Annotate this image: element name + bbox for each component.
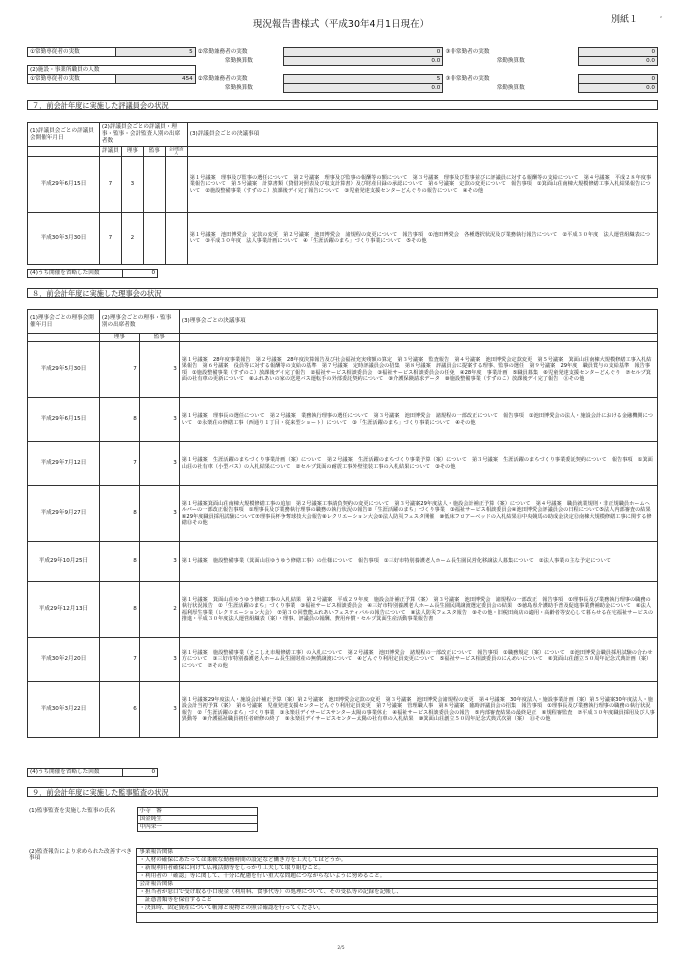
sec8-row-a: 8 <box>99 486 139 542</box>
sec8-row-date: 平成30年3月22日 <box>28 682 100 738</box>
sec9-improve <box>27 848 658 923</box>
sec8-row-a: 6 <box>99 682 139 738</box>
improve-item: 証憑書類等を保管すること <box>137 897 658 905</box>
table-row <box>28 398 658 442</box>
sec8-row-text: 第１号議案 施設整備事業（箕面山荘ゆうゆう修繕工事）の仕様について 報告事項 ①三好市特別養護老人ホーム長生園民営化移譲法人募集について ②法人事業の主な予定について <box>179 542 657 582</box>
sec7-row-a: 7 <box>99 156 121 212</box>
sec8-row-date: 平成29年10月25日 <box>28 542 100 582</box>
sec8-omit-value: 0 <box>123 769 158 777</box>
sec7-omit-label: (4)うち開催を省略した回数 <box>28 270 123 278</box>
staff1-label: ①常勤専従者の実数 <box>28 48 116 57</box>
sec9-heading: ９．前会計年度に実施した監事監査の状況 <box>27 787 658 797</box>
sec7-row-a: 7 <box>99 212 121 264</box>
sec8-row-a: 7 <box>99 638 139 682</box>
improve-item: ・担当者が窓口で受け取る小口現金（利用料、食事代等）の処理について、その受払等の記録を記帳し、 <box>137 889 658 897</box>
sec7-row-b: 3 <box>121 156 143 212</box>
sec8-row-text: 第１号議案 理事長の選任について 第２号議案 業務執行理事の選任について 第３号議案 池田博愛会 諸規程の一部改正について 報告事項 ①池田博愛会の法人・施設会計における金融機関について ②永楽荘の修繕工事（西通り１丁目・従来型ショート）について ③「生涯活躍のまち」づくり事業について ④その他 <box>179 398 657 442</box>
improve-item: 事業報告関係 <box>137 849 658 857</box>
auditor-name: 国金純生 <box>137 816 257 824</box>
sec8-row-text: 第１号議案 箕面山荘ゆうゆう修繕工事の入札結果 第２号議案 平成２９年度 施設会計補正予算（案） 第３号議案 池田博愛会 諸規程の一部改正 報告事項 ①理事長及び業務執行理事の職務の執行状況報告 ②「生涯活躍のまち」づくり事業 ③福祉サービス相談委員会 ④三好市特別養護老人ホーム長生園民間譲渡選定委員会の結果 ⑤徳島県介護助手普及促進事業費補助金について ⑥法人福利厚生事業（レクリエーション大会） ⑦第３０回豊能ふれあいフェスティバルの報告について ⑧法人防災フェスタ報告 ⑨その他・旧税田商店の適用・高齢者等安心して暮らせる在宅福祉サービスの推進・平成３０年度法人運営組織表（案）・理事、評議員の報酬、費用弁償・セルプ箕面生産活動事業報告書 <box>179 582 657 638</box>
staff2-conv3-value: 0.0 <box>579 84 658 93</box>
sec8-row-b: 3 <box>139 486 179 542</box>
sec8-row-a: 7 <box>99 442 139 486</box>
sec8-row-date: 平成29年5月30日 <box>28 342 100 398</box>
sec7-row-text: 第１号議案 池田博愛会 定款の変更 第２号議案 池田博愛会 諸規程の変更について 報告事項 ①池田博愛会 各種選択状況及び業務執行報告について ②平成３０年度 法人運営組織表について ③平成３０年度 法人事業計画について ④「生涯活躍のまち」づくり事業について ⑤その他 <box>187 212 657 264</box>
table-row <box>28 638 658 682</box>
sec8-row-text: 第１号議案箕面山荘南棟大規模修繕工事の追加 第２号議案工事請負契約の変更について 第３号議案29年度法人・施設会計補正予算（案）について 第４号議案 職員就業規則・非正規職員ホームヘルパーの一部改正報告事項 ①理事長及び業務執行理事の職務の執行状況の報告②「生涯活躍のまち」づくり事業 ③福祉サービス相談委員会④池田博愛会評議員会の日程について⑤法人内部審査の結果⑥29年度職員採用試験について⑦理事長杯争奪球技大会報告⑧レクリエーション大会⑨法人防災フェスタ開催 ⑩低床フロアーベッドの入札結果⑪中央競馬の助成金決定⑫南棟大規模修繕工事に関する修繕⑬その他 <box>179 486 657 542</box>
staff2-conv2-label: 常勤換算数 <box>224 84 253 91</box>
staff2-conv3-label: 常勤換算数 <box>496 84 525 91</box>
sec8-row-b: 3 <box>139 638 179 682</box>
staff2-label3: ③非常勤者の実数 <box>445 75 490 82</box>
sec7-row-date: 平成29年6月15日 <box>28 156 100 212</box>
sec8-col3: (3)理事会ごとの決議事項 <box>179 310 657 334</box>
sec7-sub2: 理事 <box>121 147 143 157</box>
sec8-row-a: 8 <box>99 398 139 442</box>
sec8-row-text: 第１号議案 施設整備事業（とこしえ市場修繕工事）の入札について 第２号議案 池田博愛会 諸規程の一部改正について 報告事項 ①職務規定（案）について ②池田博愛会職員採用試験の合わせ方について ③三好市特別養護老人ホーム長生園財産の無償譲渡について ④どんぐり利用定員変更について ⑤福祉サービス相談委員のにんめいについて ⑥箕面山荘創立５０周年記念式典計画（案）について ⑦その他 <box>179 638 657 682</box>
improve-item: ・利用者の「確認」等に関して、十分に配慮を行い重大な問題につながらないように努めること。 <box>137 873 658 881</box>
sec7-sub3: 監事 <box>143 147 165 157</box>
sec8-row-date: 平成30年2月20日 <box>28 638 100 682</box>
sec7-row-date: 平成30年3月30日 <box>28 212 100 264</box>
sec7-col3: (3)評議員会ごとの決議事項 <box>187 123 657 147</box>
table-row <box>28 442 658 486</box>
staff1-conv3-value: 0.0 <box>579 57 658 66</box>
staff2-title: (2)施設・事業所職員の人数 <box>28 66 196 75</box>
table-row <box>28 212 658 264</box>
sec9-auditors <box>27 807 658 832</box>
table-row <box>28 342 658 398</box>
sec7-omit-value: 0 <box>123 270 158 278</box>
staff1-label3: ③非常勤者の実数 <box>445 48 490 55</box>
sec7-row-b: 2 <box>121 212 143 264</box>
sec8-sub2: 監事 <box>139 334 179 342</box>
sec8-row-date: 平成29年12月13日 <box>28 582 100 638</box>
sec8-row-b: 3 <box>139 542 179 582</box>
staff2-value: 454 <box>115 75 195 84</box>
staff2-label2: ②常勤兼務者の実数 <box>197 75 248 82</box>
sec8-row-b: 2 <box>139 582 179 638</box>
sec9-auditor-label: (1)監事監査を実施した監事の氏名 <box>29 807 116 814</box>
table-row <box>28 542 658 582</box>
staff1-value2: 0 <box>283 48 443 57</box>
sec7-col2: (2)評議員会ごとの評議員・理事・監事・会計監査人別の出席者数 <box>99 123 187 147</box>
staff1-value3: 0 <box>579 48 658 57</box>
table-row <box>28 582 658 638</box>
sec8-row-b: 3 <box>139 342 179 398</box>
improve-item: ・新規利用者確保に向けて広報活動等をしっかり工夫して取り組むこと。 <box>137 865 658 873</box>
sec8-row-text: 第１号議案29年度法人・施設会計補正予算（案）第２号議案 池田博愛会定款の変更 第３号議案 池田博愛会諸規程の変更 第４号議案 30年度法人・施設事業計画（案）第５号議案30年度法人・施設会計当初予算（案） 第６号議案 児童発達支援センターどんぐり利用定員変更 第７号議案 管理職人事 第８号議案 臨時評議員会の招集 報告事項 ①理事長及び業務執行理事の職務の執行状況報告 ②「生涯活躍のまち」づくり事業 ③永楽荘デイサービスサンター太陽の事業休止 ④福祉サービス相談委員会の報告 ⑤内部審査結果の最終是正 ⑥規程審監査 ⑦平成３０年度職員採用及び人事異動等 ⑧介護福祉職員初任者研修の終了 ⑨永楽荘デイサービスセンター太陽の社有車の入札結果 ⑩箕面山荘創立５０周年記念式典式次第（案） ⑪その他 <box>179 682 657 738</box>
sec8-row-b: 3 <box>139 442 179 486</box>
staff-table <box>27 47 658 93</box>
corner-mark: ² <box>659 16 662 22</box>
sec7-table <box>27 122 658 265</box>
sec8-row-b: 3 <box>139 398 179 442</box>
sec8-row-a: 8 <box>99 542 139 582</box>
table-row <box>28 156 658 212</box>
page-number: 2/5 <box>337 946 345 951</box>
sec8-table <box>27 309 658 738</box>
improve-item: ・決算時、固定資産について帳簿と現物との照合確認を行ってください。 <box>137 905 658 913</box>
sec8-row-b: 3 <box>139 682 179 738</box>
sec7-heading: ７．前会計年度に実施した評議員会の状況 <box>27 100 658 110</box>
staff1-conv2-label: 常勤換算数 <box>224 57 253 64</box>
page-title: 現況報告書様式（平成30年4月1日現在） <box>252 19 430 30</box>
sec8-row-text: 第１号議案 28年度事業報告 第２号議案 28年度決算報告及び社会福祉充実残額の算定 第３号議案 監査報告 第４号議案 池田博愛会定款変更 第５号議案 箕面山荘南棟大規模修繕工事入札結果報告 第６号議案 役員等に対する報酬等の支給の基準 第７号議案 定時評議員会の招集 第８号議案 評議員会に提案する理事、監事の選任 第９号議案 29年度 職員賞与の支給基準 報告事項 ①施設整備事業（すずのこ）放課後デイ完了報告 ②福祉サービス相談委員会 ③福祉サービス相談委員会の任免 ④28年度 事業計画 ⑤職員募集 ⑥児童発達支援センターどんぐり ⑦セルプ箕面の社有車の更新について ⑧ふれあいの家の送迎バス運転手の外部委託契約について ⑨介護保険請求データ ⑩施設整備事業（すずのこ）放課後デイ完了報告 ⑪その他 <box>179 342 657 398</box>
improve-item: ・人材の確保にあたっては柔軟な勤務時間の設定など働き方を工夫してはどうか。 <box>137 857 658 865</box>
staff1-label2: ②常勤兼務者の実数 <box>197 48 248 55</box>
sec7-col1: (1)評議員会ごとの評議員会開催年月日 <box>28 123 100 147</box>
annex-label: 別紙１ <box>610 15 638 25</box>
sec8-heading: ８．前会計年度に実施した理事会の状況 <box>27 288 658 298</box>
staff2-value2: 5 <box>283 75 443 84</box>
sec8-omit-label: (4)うち開催を省略した回数 <box>28 769 123 777</box>
staff2-value3: 0 <box>579 75 658 84</box>
staff1-conv2-value: 0.0 <box>283 57 443 66</box>
sec7-row-text: 第１号議案 理事及び監事の選任について 第２号議案 理事及び監事の報酬等の額について 第３号議案 理事及び監事並びに評議員に対する報酬等の支給について 第４号議案 平成２８年度事業報告について 第５号議案 計算書類（貸借対照表及び収支計算書）及び財産目録の承認について 第６号議案 定款の変更について 報告事項 ①箕面山荘南棟大規模修繕工事入札結果報告について ②施設整備事業（すずのこ）放課後デイ完了報告について ③児童発達支援センターどんぐりの報告について ④その他 <box>187 156 657 212</box>
sec8-row-date: 平成29年7月12日 <box>28 442 100 486</box>
sec8-row-a: 7 <box>99 342 139 398</box>
sec8-col2: (2)理事会ごとの理事・監事別の出席者数 <box>99 310 179 334</box>
sec8-omit <box>27 768 158 777</box>
sec7-sub4: 会計監査人 <box>165 147 187 157</box>
sec8-row-a: 8 <box>99 582 139 638</box>
staff1-conv3-label: 常勤換算数 <box>496 57 525 64</box>
sec7-omit <box>27 269 158 278</box>
table-row <box>28 486 658 542</box>
sec8-row-date: 平成29年6月15日 <box>28 398 100 442</box>
sec8-row-text: 第１号議案 生涯活躍のまちづくり事業計画（案）について 第２号議案 生涯活躍のまちづくり事業予算（案）について 第３号議案 生涯活躍のまちづくり事業委託契約について 報告事項 ①箕面山荘の社有車（小型バス）の入札結果について ②セルプ箕面の耐震工事外壁塗装工事の入札結果について ③その他 <box>179 442 657 486</box>
sec7-sub1: 評議員 <box>99 147 121 157</box>
table-row <box>28 682 658 738</box>
sec8-row-date: 平成29年9月27日 <box>28 486 100 542</box>
staff1-value: 5 <box>115 48 195 57</box>
sec8-col1: (1)理事会ごとの理事会開催年月日 <box>28 310 100 334</box>
staff2-conv2-value: 0.0 <box>283 84 443 93</box>
staff2-label: ①常勤専従者の実数 <box>28 75 116 84</box>
sec9-improve-label: (2)監査報告により求められた改善すべき事項 <box>29 848 132 862</box>
auditor-name: 中內栄一 <box>137 824 257 832</box>
improve-item: 会計報告関係 <box>137 881 658 889</box>
auditor-name: 小寺 審 <box>137 808 257 816</box>
sec8-sub1: 理事 <box>99 334 139 342</box>
